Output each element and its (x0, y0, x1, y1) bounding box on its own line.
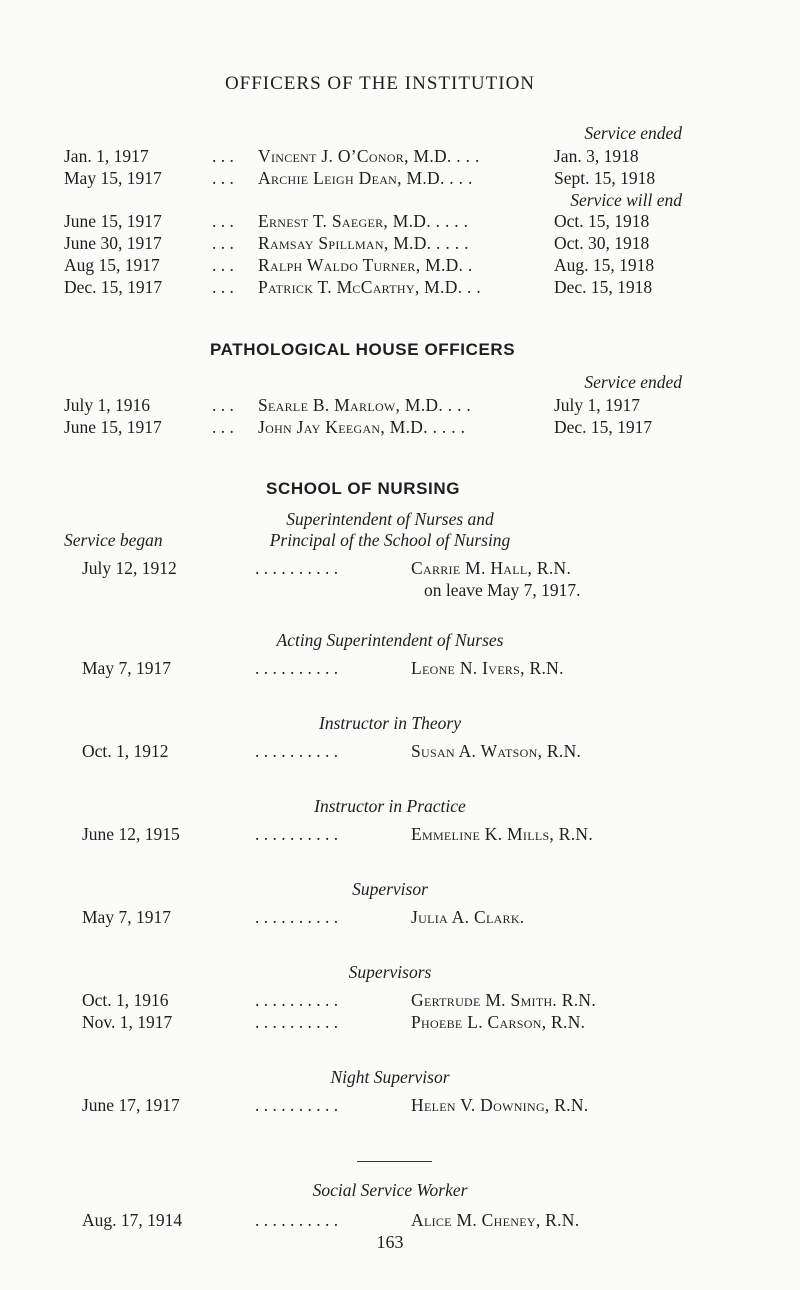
officer-name: Ramsay Spillman, M.D. . . . . (258, 233, 469, 253)
role-title: Instructor in Practice (314, 796, 466, 816)
role-title: Principal of the School of Nursing (269, 530, 511, 550)
entry-name: Emmeline K. Mills, R.N. (411, 824, 594, 844)
section-title-nursing: SCHOOL OF NURSING (266, 479, 461, 498)
role-title: Instructor in Theory (319, 713, 461, 733)
leader-dots: . . . . . . . . . . (255, 1210, 339, 1230)
entry-note: on leave May 7, 1917. (424, 580, 581, 600)
leader-dots: . . . . . . . . . . (255, 1095, 339, 1115)
entry-date: Nov. 1, 1917 (82, 1012, 173, 1032)
officer-end-date: Oct. 15, 1918 (554, 211, 650, 231)
service-ended-header: Service ended (584, 372, 682, 392)
leader-dots: . . . . . . . . . . (255, 824, 339, 844)
officer-name: Searle B. Marlow, M.D. . . . (258, 395, 472, 415)
role-title: Night Supervisor (330, 1067, 450, 1087)
entry-date: June 17, 1917 (82, 1095, 180, 1115)
entry-name: Carrie M. Hall, R.N. (411, 558, 572, 578)
officer-end-date: Oct. 30, 1918 (554, 233, 650, 253)
entry-name: Julia A. Clark. (411, 907, 525, 927)
entry-name: Leone N. Ivers, R.N. (411, 658, 564, 678)
role-title: Acting Superintendent of Nurses (276, 630, 504, 650)
officer-name: Patrick T. McCarthy, M.D. . . (258, 277, 482, 297)
leader-dots: . . . (212, 277, 234, 297)
leader-dots: . . . (212, 255, 234, 275)
role-title: Superintendent of Nurses and (286, 509, 494, 529)
entry-date: June 12, 1915 (82, 824, 180, 844)
role-title: Supervisors (348, 962, 432, 982)
officer-start-date: June 30, 1917 (64, 233, 162, 253)
leader-dots: . . . . . . . . . . (255, 741, 339, 761)
leader-dots: . . . . . . . . . . (255, 658, 339, 678)
service-will-end-header: Service will end (570, 190, 682, 210)
leader-dots: . . . . . . . . . . (255, 1012, 339, 1032)
entry-date: May 7, 1917 (82, 658, 171, 678)
leader-dots: . . . . . . . . . . (255, 907, 339, 927)
officer-name: Archie Leigh Dean, M.D. . . . (258, 168, 473, 188)
leader-dots: . . . (212, 233, 234, 253)
page-number: 163 (376, 1232, 404, 1252)
leader-dots: . . . (212, 168, 234, 188)
role-title: Supervisor (352, 879, 428, 899)
role-title: Social Service Worker (312, 1180, 468, 1200)
leader-dots: . . . (212, 211, 234, 231)
officer-end-date: Jan. 3, 1918 (554, 146, 639, 166)
officer-start-date: Jan. 1, 1917 (64, 146, 149, 166)
horizontal-rule (357, 1161, 432, 1162)
entry-date: Aug. 17, 1914 (82, 1210, 183, 1230)
officer-name: John Jay Keegan, M.D. . . . . (258, 417, 466, 437)
leader-dots: . . . (212, 417, 234, 437)
entry-date: Oct. 1, 1916 (82, 990, 169, 1010)
officer-name: Ralph Waldo Turner, M.D. . (258, 255, 473, 275)
officer-end-date: Aug. 15, 1918 (554, 255, 655, 275)
officer-name: Ernest T. Saeger, M.D. . . . . (258, 211, 469, 231)
officer-end-date: Sept. 15, 1918 (554, 168, 656, 188)
leader-dots: . . . (212, 146, 234, 166)
officer-start-date: Aug 15, 1917 (64, 255, 160, 275)
officer-start-date: May 15, 1917 (64, 168, 162, 188)
officer-start-date: Dec. 15, 1917 (64, 277, 163, 297)
entry-name: Alice M. Cheney, R.N. (411, 1210, 580, 1230)
entry-name: Gertrude M. Smith. R.N. (411, 990, 597, 1010)
service-ended-header: Service ended (584, 123, 682, 143)
officer-end-date: Dec. 15, 1917 (554, 417, 653, 437)
entry-name: Phoebe L. Carson, R.N. (411, 1012, 586, 1032)
entry-name: Helen V. Downing, R.N. (411, 1095, 589, 1115)
officer-end-date: July 1, 1917 (554, 395, 641, 415)
leader-dots: . . . . . . . . . . (255, 990, 339, 1010)
entry-date: Oct. 1, 1912 (82, 741, 169, 761)
entry-date: May 7, 1917 (82, 907, 171, 927)
officer-start-date: July 1, 1916 (64, 395, 151, 415)
page-title: OFFICERS OF THE INSTITUTION (224, 73, 536, 94)
entry-date: July 12, 1912 (82, 558, 177, 578)
officer-start-date: June 15, 1917 (64, 211, 162, 231)
officer-name: Vincent J. O’Conor, M.D. . . . (258, 146, 480, 166)
officer-end-date: Dec. 15, 1918 (554, 277, 653, 297)
service-began-header: Service began (64, 530, 163, 550)
officer-start-date: June 15, 1917 (64, 417, 162, 437)
entry-name: Susan A. Watson, R.N. (411, 741, 582, 761)
leader-dots: . . . (212, 395, 234, 415)
section-title-pathological: PATHOLOGICAL HOUSE OFFICERS (210, 340, 516, 359)
leader-dots: . . . . . . . . . . (255, 558, 339, 578)
